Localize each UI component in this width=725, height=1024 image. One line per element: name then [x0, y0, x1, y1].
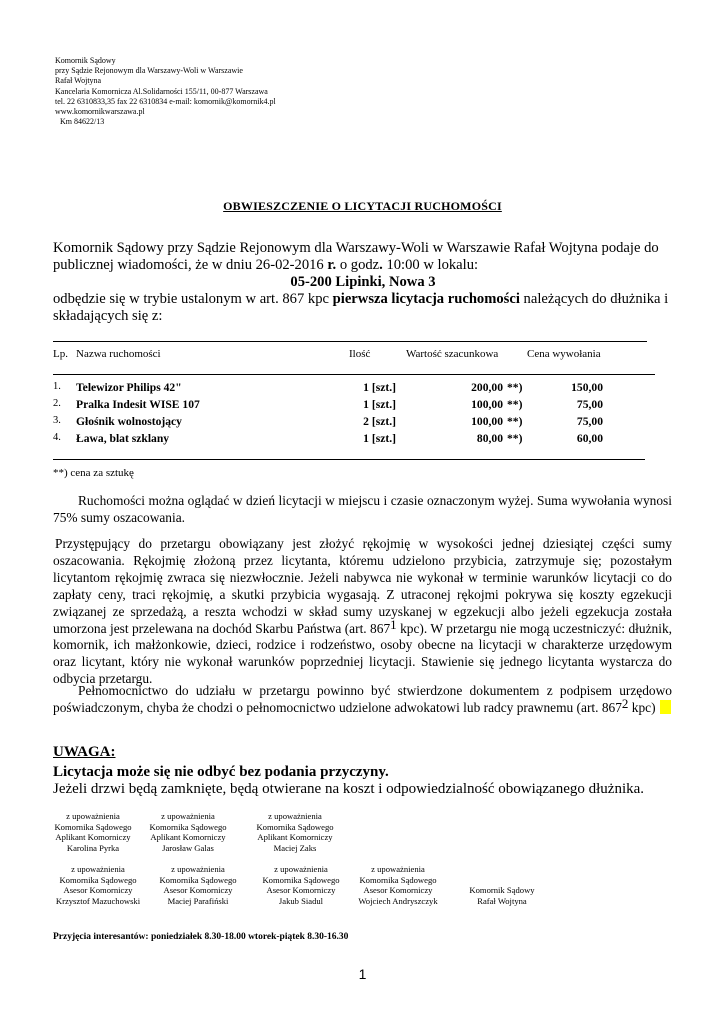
sig-line: z upoważnienia — [161, 811, 215, 821]
table-row — [0, 381, 725, 398]
sig-name: Rafał Wojtyna — [477, 895, 527, 906]
sig-name: Maciej Parafiński — [167, 895, 229, 906]
table-row — [0, 415, 725, 432]
cell-lp: 4. — [53, 432, 61, 443]
article-superscript: 2 — [621, 695, 629, 711]
sig-line: Komornika Sądowego — [59, 874, 137, 885]
sig-name: Jarosław Galas — [162, 842, 214, 853]
cell-lp: 3. — [53, 415, 61, 426]
cell-price: 60,00 — [576, 432, 603, 445]
proxy-paragraph — [53, 683, 672, 717]
auction-time: 10:00 w lokalu: — [382, 257, 479, 273]
sig-line: Komornika Sądowego — [54, 821, 132, 832]
sig-line: Komornika Sądowego — [262, 874, 340, 885]
cell-price: 75,00 — [576, 398, 603, 411]
header-line: Rafał Wojtyna — [55, 76, 102, 86]
header-name: Nazwa ruchomości — [76, 348, 161, 360]
cell-qty: 2 [szt.] — [363, 415, 396, 428]
sig-line: Aplikant Komorniczy — [257, 832, 333, 842]
sig-line: z upoważnienia — [268, 811, 322, 821]
header-line: tel. 22 6310833,35 fax 22 6310834 e-mail: komornik@komornik4.pl — [55, 96, 276, 106]
sig-line: z upoważnienia — [66, 811, 120, 821]
intro-text: należących do dłużnika i składających się z: — [53, 291, 669, 324]
table-row — [0, 432, 725, 449]
table-header-rule — [53, 374, 655, 375]
signature-block — [250, 811, 340, 853]
header-value: Wartość szacunkowa — [406, 348, 499, 360]
cell-star: **) — [507, 432, 523, 445]
cell-value: 200,00 — [471, 381, 503, 394]
cell-name: Głośnik wolnostojący — [76, 415, 182, 428]
intro-text: Komornik Sądowy przy Sądzie Rejonowym dla Warszawy-Woli w Warszawie Rafał Wojtyna podaje do publicznej wiadomości, że w dniu 26-02-2016 — [53, 240, 659, 273]
intro-paragraph — [53, 240, 673, 325]
price-note: **) cena za sztukę — [53, 467, 134, 479]
sig-line: Komornika Sądowego — [159, 874, 237, 885]
sig-line: Komornika Sądowego — [149, 821, 227, 832]
deposit-text: kpc). W przetargu nie mogą uczestniczyć: dłużnik, komornik, ich małżonkowie, dzieci, rodzice i rodzeństwo, osoby obecne na licytacji w charakterze urzędowym oraz licytant, który nie wykonał warunków poprzedniej licytacji. Stawienie się jednego licytanta wystarcza do odbycia przetargu. — [53, 620, 672, 687]
cell-star: **) — [507, 415, 523, 428]
document-title: OBWIESZCZENIE O LICYTACJI RUCHOMOŚCI — [223, 199, 502, 213]
cell-star: **) — [507, 381, 523, 394]
header-line: przy Sądzie Rejonowym dla Warszawy-Woli w Warszawie — [55, 66, 243, 76]
highlight-mark — [660, 700, 671, 714]
intro-text: odbędzie się w trybie ustalonym w art. 867 kpc — [53, 291, 333, 307]
signature-block — [350, 864, 446, 906]
intro-r: r. — [327, 257, 337, 273]
case-number: Km 84622/13 — [60, 117, 105, 127]
sig-line: z upoważnienia — [71, 864, 125, 874]
viewing-paragraph: Ruchomości można oglądać w dzień licytacji w miejscu i czasie oznaczonym wyżej. Suma wywołania wynosi 75% sumy oszacowania. — [53, 493, 672, 525]
signature-block — [53, 811, 133, 853]
sig-line: z upoważnienia — [274, 864, 328, 874]
auction-address: 05-200 Lipinki, Nowa 3 — [290, 274, 436, 290]
cell-name: Pralka Indesit WISE 107 — [76, 398, 200, 411]
sig-name: Jakub Siadul — [278, 895, 324, 906]
cell-qty: 1 [szt.] — [363, 381, 396, 394]
deposit-paragraph — [53, 536, 672, 688]
intro-text: o godz — [336, 257, 380, 273]
cell-qty: 1 [szt.] — [363, 432, 396, 445]
sig-line: Komornika Sądowego — [256, 821, 334, 832]
sig-name: Maciej Zaks — [273, 842, 317, 853]
cell-value: 100,00 — [471, 398, 503, 411]
deposit-text: Przystępujący do przetargu obowiązany jest złożyć rękojmię w wysokości jednej dziesiątej części sumy oszacowania. Rękojmię złożoną przez licytanta, któremu udzielono przybicia, zatrzymuje się; pozostałym licytantom rękojmię zwraca się niezwłocznie. Jeżeli nabywca nie wykonał w terminie warunków licytacji co do zapłaty ceny, traci rękojmię, a skutki przybicia wygasają. Z utraconej rękojmi pokrywa się koszty egzekucji związanej ze sprzedażą, a reszta wchodzi w skład sumy uzyskanej w egzekucji albo jeżeli egzekucja została umorzona jest przelewana na dochód Skarbu Państwa (art. 867 — [53, 536, 672, 636]
cell-name: Ława, blat szklany — [76, 432, 170, 445]
bailiff-header — [55, 56, 276, 127]
office-hours: Przyjęcia interesantów: poniedziałek 8.30-18.00 wtorek-piątek 8.30-16.30 — [53, 932, 349, 942]
cell-name: Telewizor Philips 42" — [76, 381, 182, 394]
header-line: Kancelaria Komornicza Al.Solidarności 155/11, 00-877 Warszawa — [55, 86, 268, 96]
bailiff-signature — [460, 885, 544, 906]
cell-value: 80,00 — [476, 432, 503, 445]
proxy-text: Pełnomocnictwo do udziału w przetargu powinno być stwierdzone dokumentem z podpisem urzędowo poświadczonym, chyba że chodzi o pełnomocnictwo udzielone adwokatowi lub radcy prawnemu (art. 867 — [53, 683, 672, 715]
header-line: Komornik Sądowy — [55, 56, 116, 65]
sig-line: Aplikant Komorniczy — [55, 832, 131, 842]
sig-line: z upoważnienia — [371, 864, 425, 874]
cell-qty: 1 [szt.] — [363, 398, 396, 411]
article-superscript: 1 — [390, 616, 397, 632]
cell-value: 100,00 — [471, 415, 503, 428]
cell-star: **) — [507, 398, 523, 411]
signature-block — [256, 864, 346, 906]
sig-line: Komornik Sądowy — [469, 885, 535, 895]
table-bottom-rule — [53, 459, 645, 460]
cell-lp: 2. — [53, 398, 61, 409]
header-price: Cena wywołania — [527, 348, 601, 360]
cell-price: 150,00 — [571, 381, 603, 394]
sig-line: Asesor Komorniczy — [266, 885, 336, 895]
header-lp: Lp. — [53, 348, 68, 360]
cell-lp: 1. — [53, 381, 61, 392]
warning-line-1: Licytacja może się nie odbyć bez podania przyczyny. — [53, 764, 389, 780]
table-top-rule — [53, 341, 647, 342]
header-qty: Ilość — [349, 348, 371, 360]
sig-name: Karolina Pyrka — [66, 842, 120, 853]
sig-line: z upoważnienia — [171, 864, 225, 874]
header-line: www.komornikwarszawa.pl — [55, 107, 145, 117]
sig-line: Asesor Komorniczy — [63, 885, 133, 895]
signature-block — [143, 811, 233, 853]
warning-line-2: Jeżeli drzwi będą zamknięte, będą otwierane na koszt i odpowiedzialność obowiązanego dłużnika. — [53, 781, 645, 797]
sig-name: Wojciech Andryszczyk — [358, 895, 438, 906]
intro-dot: . — [379, 257, 383, 273]
sig-line: Asesor Komorniczy — [163, 885, 233, 895]
sig-line: Asesor Komorniczy — [363, 885, 433, 895]
sig-line: Komornika Sądowego — [359, 874, 437, 885]
sig-name: Krzysztof Mazuchowski — [55, 895, 141, 906]
proxy-text: kpc) — [628, 699, 656, 715]
table-header — [0, 348, 725, 362]
signature-block — [153, 864, 243, 906]
cell-price: 75,00 — [576, 415, 603, 428]
page-number: 1 — [358, 966, 367, 982]
table-row — [0, 398, 725, 415]
sig-line: Aplikant Komorniczy — [150, 832, 226, 842]
warning-heading: UWAGA: — [53, 744, 116, 760]
auction-type: pierwsza licytacja ruchomości — [332, 291, 520, 307]
signature-block — [50, 864, 146, 906]
